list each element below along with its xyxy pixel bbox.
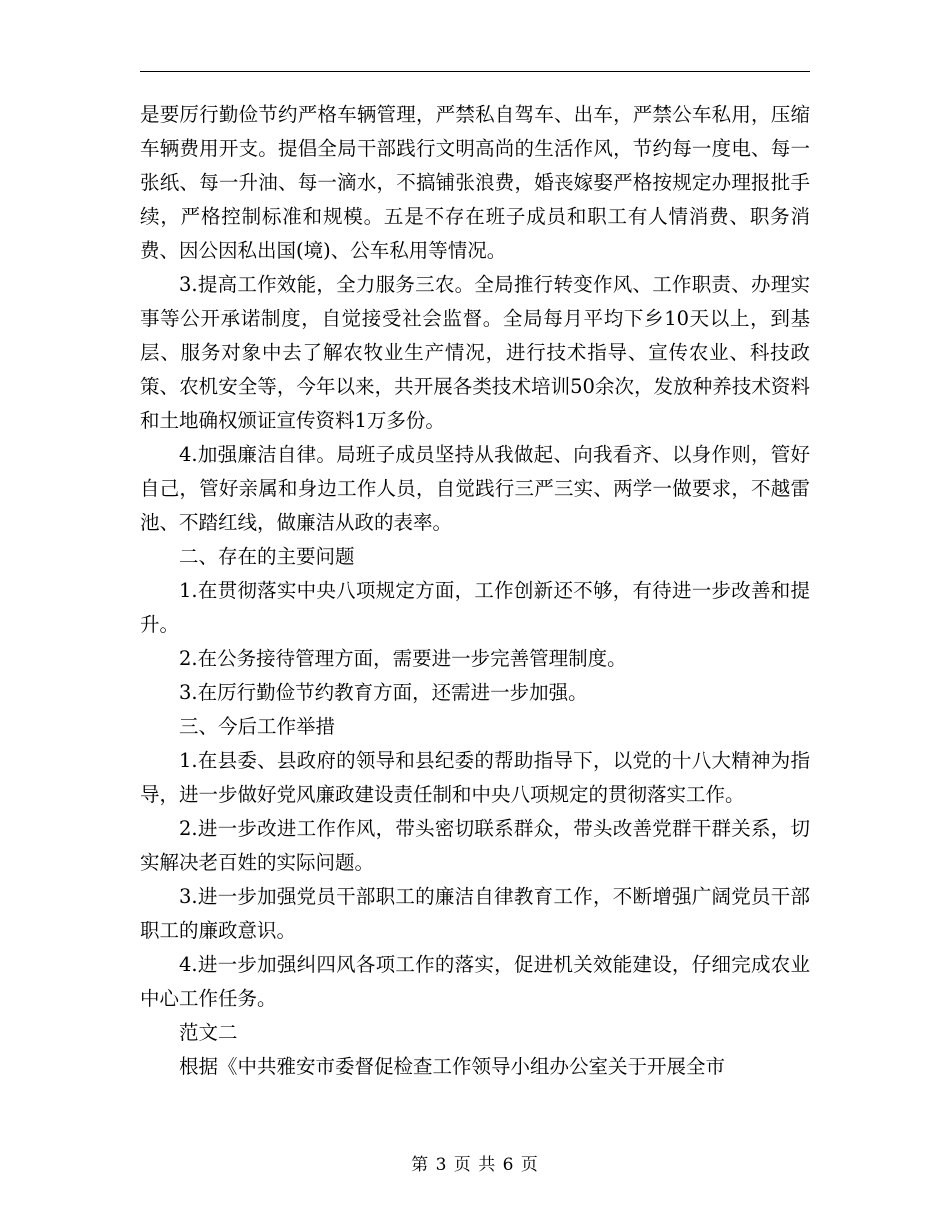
page-number: 第 3 页 共 6 页 — [411, 1155, 539, 1175]
section-heading: 三、今后工作举措 — [179, 715, 336, 738]
header-rule — [140, 71, 810, 72]
paragraph: 4.加强廉洁自律。局班子成员坚持从我做起、向我看齐、以身作则，管好自己，管好亲属和身边工作人员，自觉践行三严三实、两学一做要求，不越雷池、不踏红线，做廉洁从政的表率。 — [140, 443, 810, 534]
document-body — [140, 98, 810, 1084]
paragraph: 3.提高工作效能，全力服务三农。全局推行转变作风、工作职责、办理实事等公开承诺制度，自觉接受社会监督。全局每月平均下乡10天以上，到基层、服务对象中去了解农牧业生产情况，进行技术指导、宣传农业、科技政策、农机安全等，今年以来，共开展各类技术培训50余次，发放种养技术资料和土地确权颁证宣传资料1万多份。 — [140, 273, 810, 432]
paragraph: 2.在公务接待管理方面，需要进一步完善管理制度。 — [179, 647, 627, 670]
paragraph: 是要厉行勤俭节约严格车辆管理，严禁私自驾车、出车，严禁公车私用，压缩车辆费用开支。提倡全局干部践行文明高尚的生活作风，节约每一度电、每一张纸、每一升油、每一滴水，不搞铺张浪费，婚丧嫁娶严格按规定办理报批手续，严格控制标准和规模。五是不存在班子成员和职工有人情消费、职务消费、因公因私出国(境)、公车私用等情况。 — [140, 103, 810, 262]
paragraph: 2.进一步改进工作作风，带头密切联系群众，带头改善党群干群关系，切实解决老百姓的实际问题。 — [140, 817, 810, 874]
paragraph: 1.在贯彻落实中央八项规定方面，工作创新还不够，有待进一步改善和提升。 — [140, 579, 810, 636]
paragraph: 3.进一步加强党员干部职工的廉洁自律教育工作，不断增强广阔党员干部职工的廉政意识。 — [140, 885, 810, 942]
paragraph: 根据《中共雅安市委督促检查工作领导小组办公室关于开展全市 — [179, 1055, 726, 1078]
paragraph: 3.在厉行勤俭节约教育方面，还需进一步加强。 — [179, 681, 588, 704]
section-heading: 二、存在的主要问题 — [179, 545, 355, 568]
section-heading: 范文二 — [179, 1021, 238, 1044]
paragraph: 4.进一步加强纠四风各项工作的落实，促进机关效能建设，仔细完成农业中心工作任务。 — [140, 953, 810, 1010]
paragraph: 1.在县委、县政府的领导和县纪委的帮助指导下，以党的十八大精神为指导，进一步做好党风廉政建设责任制和中央八项规定的贯彻落实工作。 — [140, 749, 810, 806]
